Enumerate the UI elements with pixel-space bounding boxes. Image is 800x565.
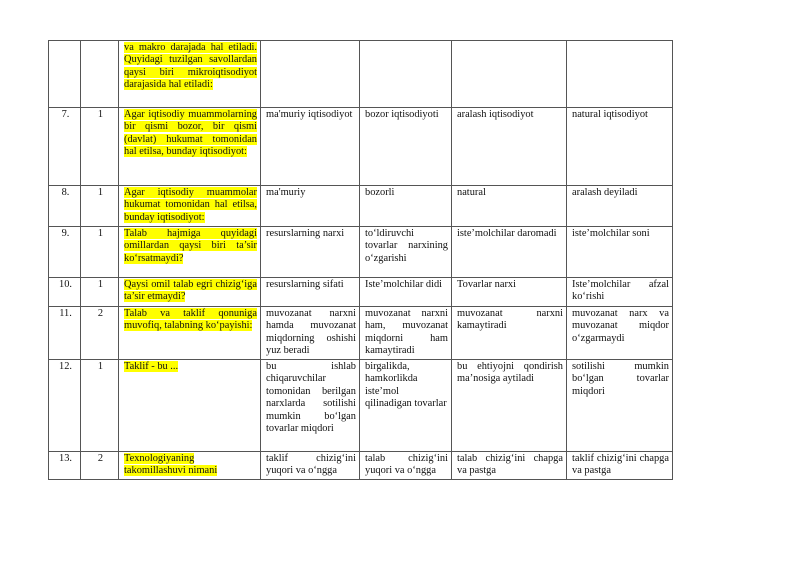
option-d: Iste’molchilar afzal ko‘rishi bbox=[567, 278, 673, 307]
option-b bbox=[360, 41, 452, 108]
option-a: taklif chizig‘ini yuqori va o‘ngga bbox=[261, 452, 360, 480]
option-a: resurslarning narxi bbox=[261, 227, 360, 278]
option-d: taklif chizig‘ini chapga va pastga bbox=[567, 452, 673, 480]
question-number: 9. bbox=[49, 227, 81, 278]
question-number: 8. bbox=[49, 186, 81, 227]
question-points: 1 bbox=[81, 108, 119, 186]
question-text bbox=[119, 278, 261, 307]
option-c: natural bbox=[452, 186, 567, 227]
option-b: Iste’molchilar didi bbox=[360, 278, 452, 307]
table-row bbox=[49, 452, 673, 480]
question-highlight: Taklif - bu ... bbox=[124, 361, 179, 372]
option-c: muvozanat narxni kamaytiradi bbox=[452, 307, 567, 360]
question-number: 11. bbox=[49, 307, 81, 360]
option-b: talab chizig‘ini yuqori va o‘ngga bbox=[360, 452, 452, 480]
question-text bbox=[119, 41, 261, 108]
question-points: 2 bbox=[81, 452, 119, 480]
option-d: natural iqtisodiyot bbox=[567, 108, 673, 186]
question-text bbox=[119, 186, 261, 227]
table-row bbox=[49, 307, 673, 360]
option-a bbox=[261, 41, 360, 108]
option-c bbox=[452, 41, 567, 108]
question-highlight: va makro darajada hal etiladi. Quyidagi tuzilgan savollardan qaysi biri mikroiqtisodiyot darajasida hal etiladi: bbox=[124, 42, 257, 91]
table-row bbox=[49, 186, 673, 227]
question-number: 10. bbox=[49, 278, 81, 307]
question-highlight: Qaysi omil talab egri chizig‘iga ta’sir etmaydi? bbox=[124, 279, 257, 303]
question-points bbox=[81, 41, 119, 108]
option-c: talab chizig‘ini chapga va pastga bbox=[452, 452, 567, 480]
question-points: 1 bbox=[81, 227, 119, 278]
question-highlight: Agar iqtisodiy muammolar hukumat tomonidan hal etilsa, bunday iqtisodiyot: bbox=[124, 187, 257, 223]
question-number: 13. bbox=[49, 452, 81, 480]
option-a: ma'muriy iqtisodiyot bbox=[261, 108, 360, 186]
question-highlight: Talab va taklif qonuniga muvofiq, talabning ko‘payishi: bbox=[124, 308, 257, 332]
option-d: muvozanat narx va muvozanat miqdor o‘zgarmaydi bbox=[567, 307, 673, 360]
question-number: 12. bbox=[49, 360, 81, 452]
option-a: ma'muriy bbox=[261, 186, 360, 227]
option-d: iste’molchilar soni bbox=[567, 227, 673, 278]
option-b: bozorli bbox=[360, 186, 452, 227]
option-b: bozor iqtisodiyoti bbox=[360, 108, 452, 186]
table-row bbox=[49, 108, 673, 186]
option-a: bu ishlab chiqaruvchilar tomonidan berilgan narxlarda sotilishi mumkin bo‘lgan tovarlar miqdori bbox=[261, 360, 360, 452]
question-highlight: Agar iqtisodiy muammolarning bir qismi bozor, bir qismi (davlat) hukumat tomonidan hal etilsa, bunday iqtisodiyot: bbox=[124, 109, 257, 158]
option-d: aralash deyiladi bbox=[567, 186, 673, 227]
option-c: aralash iqtisodiyot bbox=[452, 108, 567, 186]
option-b: muvozanat narxni ham, muvozanat miqdorni ham kamaytiradi bbox=[360, 307, 452, 360]
question-highlight: Texnologiyaning takomillashuvi nimani bbox=[124, 453, 218, 477]
question-text bbox=[119, 360, 261, 452]
question-points: 1 bbox=[81, 186, 119, 227]
table-row bbox=[49, 278, 673, 307]
question-number bbox=[49, 41, 81, 108]
question-points: 2 bbox=[81, 307, 119, 360]
option-b: to‘ldiruvchi tovarlar narxining o‘zgarishi bbox=[360, 227, 452, 278]
question-text bbox=[119, 108, 261, 186]
question-points: 1 bbox=[81, 278, 119, 307]
option-b: birgalikda, hamkorlikda iste’mol qilinadigan tovarlar bbox=[360, 360, 452, 452]
table-row bbox=[49, 41, 673, 108]
option-d bbox=[567, 41, 673, 108]
option-c: iste’molchilar daromadi bbox=[452, 227, 567, 278]
option-c: Tovarlar narxi bbox=[452, 278, 567, 307]
question-text bbox=[119, 227, 261, 278]
question-text bbox=[119, 452, 261, 480]
option-d: sotilishi mumkin bo‘lgan tovarlar miqdori bbox=[567, 360, 673, 452]
question-highlight: Talab hajmiga quyidagi omillardan qaysi biri ta’sir ko‘rsatmaydi? bbox=[124, 228, 257, 264]
option-c: bu ehtiyojni qondirish ma’nosiga aytiladi bbox=[452, 360, 567, 452]
question-number: 7. bbox=[49, 108, 81, 186]
question-text bbox=[119, 307, 261, 360]
questions-table bbox=[48, 40, 673, 480]
option-a: muvozanat narxni hamda muvozanat miqdorning oshishi yuz beradi bbox=[261, 307, 360, 360]
question-points: 1 bbox=[81, 360, 119, 452]
table-row bbox=[49, 227, 673, 278]
option-a: resurslarning sifati bbox=[261, 278, 360, 307]
table-row bbox=[49, 360, 673, 452]
